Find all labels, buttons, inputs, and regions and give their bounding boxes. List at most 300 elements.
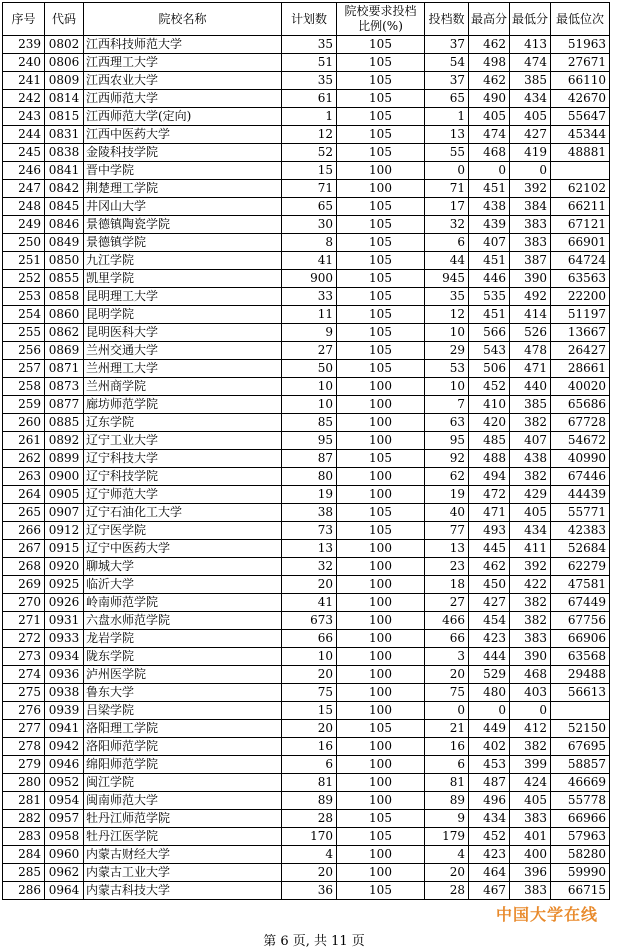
header-plan: 计划数 [282,3,337,36]
cell-plan: 65 [282,198,337,216]
table-row [3,144,610,162]
cell-ratio: 100 [337,576,425,594]
cell-code: 0855 [45,270,84,288]
cell-school: 兰州交通大学 [84,342,282,360]
cell-code: 0942 [45,738,84,756]
cell-school: 江西理工大学 [84,54,282,72]
cell-admitted: 40 [425,504,469,522]
cell-seq: 267 [3,540,45,558]
cell-school: 聊城大学 [84,558,282,576]
cell-admitted: 10 [425,324,469,342]
cell-seq: 241 [3,72,45,90]
cell-admitted: 71 [425,180,469,198]
cell-code: 0858 [45,288,84,306]
cell-rank: 59990 [551,864,610,882]
page-footer: 第 6 页, 共 11 页 [263,934,365,949]
cell-admitted: 28 [425,882,469,900]
cell-ratio: 105 [337,342,425,360]
cell-admitted: 179 [425,828,469,846]
cell-seq: 240 [3,54,45,72]
cell-school: 辽宁医学院 [84,522,282,540]
cell-max: 0 [469,162,510,180]
cell-ratio: 105 [337,72,425,90]
cell-min: 0 [510,162,551,180]
cell-school: 江西中医药大学 [84,126,282,144]
cell-rank: 13667 [551,324,610,342]
table-row [3,342,610,360]
cell-max: 471 [469,504,510,522]
cell-max: 464 [469,864,510,882]
cell-code: 0905 [45,486,84,504]
cell-code: 0846 [45,216,84,234]
cell-max: 462 [469,72,510,90]
cell-min: 382 [510,612,551,630]
cell-school: 吕梁学院 [84,702,282,720]
cell-plan: 61 [282,90,337,108]
cell-min: 383 [510,630,551,648]
cell-ratio: 105 [337,126,425,144]
cell-school: 昆明学院 [84,306,282,324]
cell-seq: 260 [3,414,45,432]
cell-ratio: 105 [337,720,425,738]
cell-admitted: 21 [425,720,469,738]
cell-min: 412 [510,720,551,738]
cell-admitted: 54 [425,54,469,72]
cell-ratio: 100 [337,738,425,756]
cell-seq: 264 [3,486,45,504]
cell-max: 490 [469,90,510,108]
cell-min: 387 [510,252,551,270]
table-row [3,90,610,108]
cell-seq: 263 [3,468,45,486]
cell-seq: 278 [3,738,45,756]
cell-ratio: 100 [337,612,425,630]
cell-ratio: 105 [337,252,425,270]
cell-code: 0925 [45,576,84,594]
cell-rank: 63563 [551,270,610,288]
cell-school: 陇东学院 [84,648,282,666]
cell-min: 396 [510,864,551,882]
cell-min: 382 [510,468,551,486]
cell-rank: 67449 [551,594,610,612]
cell-admitted: 20 [425,864,469,882]
cell-code: 0862 [45,324,84,342]
cell-seq: 269 [3,576,45,594]
cell-rank: 27671 [551,54,610,72]
cell-code: 0850 [45,252,84,270]
cell-code: 0842 [45,180,84,198]
cell-max: 453 [469,756,510,774]
table-row [3,810,610,828]
cell-admitted: 466 [425,612,469,630]
header-seq: 序号 [3,3,45,36]
cell-min: 382 [510,594,551,612]
table-row [3,720,610,738]
table-row [3,162,610,180]
table-row [3,828,610,846]
cell-plan: 41 [282,594,337,612]
cell-admitted: 16 [425,738,469,756]
cell-seq: 257 [3,360,45,378]
cell-code: 0941 [45,720,84,738]
cell-min: 0 [510,702,551,720]
cell-school: 洛阳理工学院 [84,720,282,738]
cell-min: 400 [510,846,551,864]
cell-plan: 66 [282,630,337,648]
cell-max: 444 [469,648,510,666]
cell-ratio: 105 [337,504,425,522]
cell-admitted: 0 [425,702,469,720]
cell-rank: 62279 [551,558,610,576]
cell-school: 牡丹江师范学院 [84,810,282,828]
table-row [3,594,610,612]
cell-min: 405 [510,504,551,522]
cell-min: 383 [510,234,551,252]
cell-seq: 253 [3,288,45,306]
cell-plan: 35 [282,36,337,54]
cell-code: 0926 [45,594,84,612]
cell-plan: 16 [282,738,337,756]
cell-admitted: 77 [425,522,469,540]
cell-min: 392 [510,180,551,198]
cell-plan: 36 [282,882,337,900]
header-admitted: 投档数 [425,3,469,36]
cell-ratio: 105 [337,108,425,126]
cell-school: 内蒙古财经大学 [84,846,282,864]
cell-rank: 66966 [551,810,610,828]
cell-max: 434 [469,810,510,828]
cell-rank: 67756 [551,612,610,630]
cell-rank: 65686 [551,396,610,414]
cell-max: 451 [469,306,510,324]
cell-rank: 52684 [551,540,610,558]
cell-seq: 243 [3,108,45,126]
cell-ratio: 100 [337,846,425,864]
cell-seq: 280 [3,774,45,792]
table-row [3,774,610,792]
cell-admitted: 13 [425,126,469,144]
table-row [3,108,610,126]
cell-plan: 20 [282,720,337,738]
cell-school: 昆明医科大学 [84,324,282,342]
cell-ratio: 100 [337,648,425,666]
cell-admitted: 32 [425,216,469,234]
cell-max: 0 [469,702,510,720]
cell-seq: 282 [3,810,45,828]
cell-min: 468 [510,666,551,684]
cell-min: 403 [510,684,551,702]
cell-plan: 27 [282,342,337,360]
header-code: 代码 [45,3,84,36]
cell-rank: 40020 [551,378,610,396]
cell-max: 472 [469,486,510,504]
cell-admitted: 945 [425,270,469,288]
cell-ratio: 105 [337,54,425,72]
table-row [3,846,610,864]
cell-code: 0806 [45,54,84,72]
cell-ratio: 100 [337,396,425,414]
cell-min: 424 [510,774,551,792]
cell-ratio: 100 [337,432,425,450]
cell-school: 昆明理工大学 [84,288,282,306]
cell-max: 438 [469,198,510,216]
cell-rank: 64724 [551,252,610,270]
cell-code: 0885 [45,414,84,432]
cell-plan: 12 [282,126,337,144]
cell-plan: 20 [282,576,337,594]
cell-code: 0900 [45,468,84,486]
cell-rank: 54672 [551,432,610,450]
cell-seq: 279 [3,756,45,774]
cell-school: 牡丹江医学院 [84,828,282,846]
cell-school: 廊坊师范学院 [84,396,282,414]
table-row [3,378,610,396]
cell-school: 鲁东大学 [84,684,282,702]
cell-seq: 242 [3,90,45,108]
cell-rank: 22200 [551,288,610,306]
cell-admitted: 1 [425,108,469,126]
cell-seq: 250 [3,234,45,252]
table-row [3,288,610,306]
cell-rank: 55778 [551,792,610,810]
cell-seq: 283 [3,828,45,846]
table-body [3,36,610,900]
cell-seq: 251 [3,252,45,270]
cell-min: 474 [510,54,551,72]
cell-max: 543 [469,342,510,360]
cell-ratio: 100 [337,180,425,198]
cell-admitted: 9 [425,810,469,828]
table-row [3,612,610,630]
cell-max: 423 [469,630,510,648]
cell-admitted: 0 [425,162,469,180]
cell-code: 0815 [45,108,84,126]
cell-plan: 8 [282,234,337,252]
cell-code: 0892 [45,432,84,450]
cell-school: 绵阳师范学院 [84,756,282,774]
cell-seq: 247 [3,180,45,198]
cell-ratio: 105 [337,288,425,306]
cell-rank: 26427 [551,342,610,360]
table-row [3,540,610,558]
cell-max: 446 [469,270,510,288]
cell-max: 468 [469,144,510,162]
cell-seq: 281 [3,792,45,810]
cell-admitted: 12 [425,306,469,324]
table-row [3,648,610,666]
cell-admitted: 3 [425,648,469,666]
cell-plan: 80 [282,468,337,486]
cell-admitted: 23 [425,558,469,576]
table-row [3,864,610,882]
cell-school: 六盘水师范学院 [84,612,282,630]
cell-min: 407 [510,432,551,450]
cell-ratio: 100 [337,558,425,576]
cell-seq: 255 [3,324,45,342]
cell-school: 岭南师范学院 [84,594,282,612]
cell-max: 451 [469,252,510,270]
cell-admitted: 37 [425,36,469,54]
cell-ratio: 100 [337,684,425,702]
cell-ratio: 105 [337,324,425,342]
cell-min: 478 [510,342,551,360]
cell-min: 405 [510,108,551,126]
header-ratio: 院校要求投档比例(%) [337,3,425,36]
cell-rank: 66110 [551,72,610,90]
cell-ratio: 100 [337,774,425,792]
cell-plan: 6 [282,756,337,774]
cell-rank: 67446 [551,468,610,486]
cell-code: 0873 [45,378,84,396]
cell-plan: 9 [282,324,337,342]
cell-ratio: 105 [337,144,425,162]
cell-rank: 40990 [551,450,610,468]
cell-max: 496 [469,792,510,810]
cell-seq: 259 [3,396,45,414]
cell-plan: 32 [282,558,337,576]
cell-max: 449 [469,720,510,738]
cell-max: 506 [469,360,510,378]
cell-code: 0841 [45,162,84,180]
cell-code: 0845 [45,198,84,216]
cell-plan: 89 [282,792,337,810]
cell-plan: 85 [282,414,337,432]
cell-admitted: 7 [425,396,469,414]
cell-max: 439 [469,216,510,234]
cell-school: 闽南师范大学 [84,792,282,810]
cell-admitted: 6 [425,234,469,252]
cell-school: 泸州医学院 [84,666,282,684]
cell-school: 景德镇陶瓷学院 [84,216,282,234]
cell-min: 471 [510,360,551,378]
cell-ratio: 100 [337,468,425,486]
cell-plan: 13 [282,540,337,558]
cell-admitted: 66 [425,630,469,648]
header-rank: 最低位次 [551,3,610,36]
header-min: 最低分 [510,3,551,36]
cell-rank: 28661 [551,360,610,378]
cell-code: 0869 [45,342,84,360]
cell-max: 452 [469,378,510,396]
cell-seq: 285 [3,864,45,882]
cell-code: 0877 [45,396,84,414]
cell-min: 384 [510,198,551,216]
cell-ratio: 100 [337,594,425,612]
cell-plan: 75 [282,684,337,702]
table-row [3,180,610,198]
cell-school: 金陵科技学院 [84,144,282,162]
cell-code: 0938 [45,684,84,702]
cell-seq: 261 [3,432,45,450]
cell-rank: 29488 [551,666,610,684]
cell-plan: 10 [282,378,337,396]
cell-ratio: 105 [337,234,425,252]
cell-admitted: 19 [425,486,469,504]
cell-max: 566 [469,324,510,342]
cell-plan: 95 [282,432,337,450]
cell-min: 399 [510,756,551,774]
cell-ratio: 100 [337,666,425,684]
cell-rank: 58280 [551,846,610,864]
cell-rank: 42670 [551,90,610,108]
cell-plan: 30 [282,216,337,234]
cell-max: 450 [469,576,510,594]
cell-seq: 249 [3,216,45,234]
cell-min: 405 [510,792,551,810]
cell-seq: 252 [3,270,45,288]
cell-seq: 268 [3,558,45,576]
table-row [3,54,610,72]
cell-seq: 265 [3,504,45,522]
cell-plan: 71 [282,180,337,198]
cell-min: 429 [510,486,551,504]
cell-seq: 266 [3,522,45,540]
cell-code: 0920 [45,558,84,576]
table-row [3,324,610,342]
cell-admitted: 17 [425,198,469,216]
table-row [3,396,610,414]
cell-max: 420 [469,414,510,432]
cell-school: 辽宁中医药大学 [84,540,282,558]
cell-max: 494 [469,468,510,486]
cell-rank: 67121 [551,216,610,234]
cell-seq: 271 [3,612,45,630]
cell-max: 454 [469,612,510,630]
table-row [3,522,610,540]
cell-code: 0849 [45,234,84,252]
cell-plan: 87 [282,450,337,468]
cell-plan: 15 [282,702,337,720]
cell-admitted: 55 [425,144,469,162]
cell-school: 辽宁石油化工大学 [84,504,282,522]
cell-max: 487 [469,774,510,792]
cell-admitted: 20 [425,666,469,684]
cell-max: 488 [469,450,510,468]
cell-seq: 258 [3,378,45,396]
admission-table [2,2,610,900]
cell-max: 485 [469,432,510,450]
cell-plan: 33 [282,288,337,306]
table-row [3,738,610,756]
cell-admitted: 95 [425,432,469,450]
cell-admitted: 65 [425,90,469,108]
cell-seq: 262 [3,450,45,468]
cell-plan: 51 [282,54,337,72]
cell-admitted: 13 [425,540,469,558]
table-row [3,558,610,576]
cell-ratio: 100 [337,486,425,504]
cell-min: 385 [510,72,551,90]
cell-school: 江西师范大学(定向) [84,108,282,126]
cell-seq: 270 [3,594,45,612]
table-row [3,216,610,234]
cell-min: 427 [510,126,551,144]
cell-min: 414 [510,306,551,324]
cell-ratio: 105 [337,36,425,54]
cell-school: 闽江学院 [84,774,282,792]
cell-plan: 170 [282,828,337,846]
cell-school: 晋中学院 [84,162,282,180]
cell-code: 0952 [45,774,84,792]
cell-ratio: 100 [337,540,425,558]
cell-code: 0912 [45,522,84,540]
cell-code: 0899 [45,450,84,468]
cell-ratio: 105 [337,810,425,828]
cell-min: 434 [510,90,551,108]
cell-code: 0933 [45,630,84,648]
cell-rank: 62102 [551,180,610,198]
cell-admitted: 29 [425,342,469,360]
